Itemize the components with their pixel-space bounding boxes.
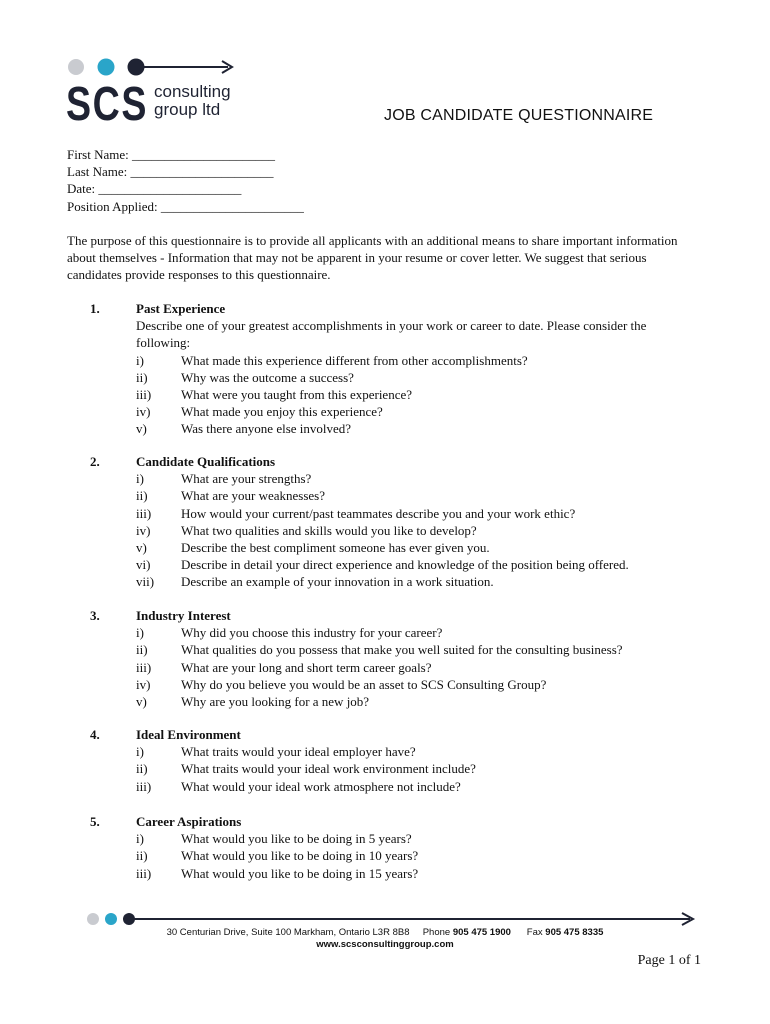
question-item: i) What made this experience different from other accomplishments? [136, 352, 528, 368]
field-last-name[interactable]: Last Name: ______________________ [67, 164, 274, 180]
document-title: JOB CANDIDATE QUESTIONNAIRE [384, 107, 654, 124]
question-item: ii) What traits would your ideal work environment include? [136, 761, 476, 777]
question-item: iii) How would your current/past teammates describe you and your work ethic? [136, 505, 576, 521]
question-item: ii) Why was the outcome a success? [136, 369, 354, 385]
section-number: 2. [90, 454, 100, 469]
field-position-applied[interactable]: Position Applied: ______________________ [67, 198, 304, 214]
section-description: Describe one of your greatest accomplishments in your work or career to date. Please consider the following: [136, 318, 647, 351]
question-item: i) What traits would your ideal employer have? [136, 744, 416, 760]
footer-phone-label: Phone [422, 927, 451, 938]
question-item: iv) What two qualities and skills would you like to develop? [136, 522, 477, 538]
question-item: v) Was there anyone else involved? [136, 421, 352, 437]
footer-fax: 905 475 8335 [545, 927, 604, 938]
question-item: iii) What would you like to be doing in 15 years? [136, 865, 419, 881]
logo-tagline-line1: consulting [154, 82, 231, 101]
section-number: 3. [90, 608, 100, 623]
question-item: i) Why did you choose this industry for your career? [136, 625, 443, 641]
question-item: v) Describe the best compliment someone has ever given you. [136, 539, 490, 555]
logo-dot-light [68, 59, 84, 75]
section-title: Industry Interest [136, 608, 231, 623]
section-title: Career Aspirations [136, 814, 242, 829]
candidate-fields [67, 146, 304, 215]
page-number: Page 1 of 1 [637, 953, 701, 968]
field-first-name[interactable]: First Name: ______________________ [67, 147, 275, 162]
section-number: 5. [90, 814, 100, 829]
section-title: Candidate Qualifications [136, 454, 276, 469]
section-title: Past Experience [136, 301, 226, 316]
logo-dot-teal [98, 59, 115, 76]
intro-paragraph: The purpose of this questionnaire is to provide all applicants with an additional means to share important information about themselves - Information that may not be apparent in your resume or cover letter. We suggest that serious candidates provide responses to this questionnaire. [67, 233, 678, 283]
question-item: ii) What qualities do you possess that make you well suited for the consulting business? [136, 642, 623, 658]
question-item: ii) What are your weaknesses? [136, 488, 326, 504]
section-number: 1. [90, 301, 100, 316]
footer-fax-label: Fax [526, 927, 543, 938]
logo-scs-text: SCS [66, 78, 148, 124]
question-item: vii) Describe an example of your innovation in a work situation. [136, 574, 494, 590]
section-number: 4. [90, 727, 100, 742]
logo-dot-dark [128, 59, 145, 76]
field-date[interactable]: Date: ______________________ [67, 181, 242, 197]
question-item: ii) What would you like to be doing in 10 years? [136, 848, 419, 864]
question-item: iii) What are your long and short term career goals? [136, 659, 432, 675]
footer-contact [0, 927, 770, 951]
logo-tagline-line2: group ltd [154, 100, 221, 119]
question-item: iv) What made you enjoy this experience? [136, 404, 383, 420]
question-item: vi) Describe in detail your direct experience and knowledge of the position being offered. [136, 557, 629, 573]
question-item: i) What are your strengths? [136, 471, 312, 487]
company-logo [64, 52, 244, 124]
question-item: i) What would you like to be doing in 5 years? [136, 831, 412, 847]
question-item: iv) Why do you believe you would be an asset to SCS Consulting Group? [136, 676, 547, 692]
question-item: iii) What would your ideal work atmosphere not include? [136, 778, 461, 794]
footer-phone: 905 475 1900 [452, 927, 511, 938]
question-item: v) Why are you looking for a new job? [136, 693, 370, 709]
question-item: iii) What were you taught from this experience? [136, 386, 413, 402]
footer-address: 30 Centurian Drive, Suite 100 Markham, Ontario L3R 8B8 [166, 927, 410, 938]
section-title: Ideal Environment [136, 727, 241, 742]
footer-website-link[interactable]: www.scsconsultinggroup.com [316, 939, 454, 950]
